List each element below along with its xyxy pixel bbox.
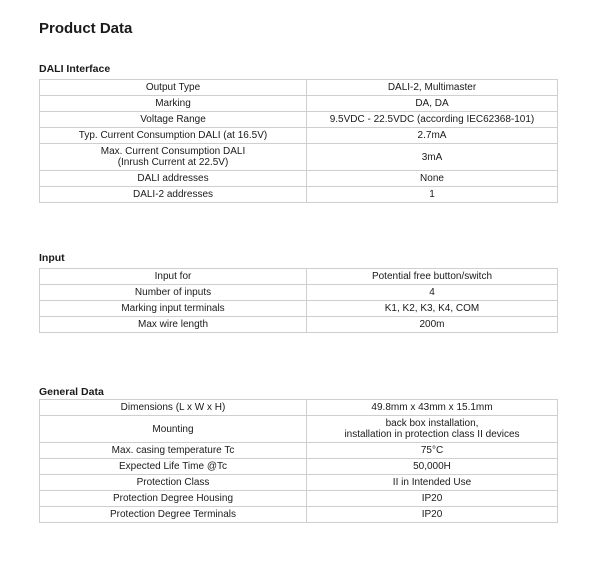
spec-label-line: Max. Current Consumption DALI — [100, 146, 246, 157]
spec-label: Marking — [40, 96, 307, 112]
spec-value: 1 — [307, 187, 558, 203]
spec-value: 9.5VDC - 22.5VDC (according IEC62368-101) — [307, 112, 558, 128]
spec-label: Mounting — [40, 416, 307, 443]
table-row — [40, 269, 558, 285]
spec-value: 2.7mA — [307, 128, 558, 144]
spec-label: Marking input terminals — [40, 301, 307, 317]
section-title-dali: DALI Interface — [39, 63, 111, 75]
spec-value: DA, DA — [307, 96, 558, 112]
dali-interface-table — [39, 79, 558, 203]
spec-value: II in Intended Use — [307, 475, 558, 491]
spec-label: Dimensions (L x W x H) — [40, 400, 307, 416]
spec-label: DALI addresses — [40, 171, 307, 187]
table-row — [40, 475, 558, 491]
spec-value: IP20 — [307, 507, 558, 523]
table-row — [40, 187, 558, 203]
spec-value-line: back box installation, — [385, 418, 479, 429]
spec-label: Protection Class — [40, 475, 307, 491]
table-row — [40, 144, 558, 171]
spec-value: IP20 — [307, 491, 558, 507]
spec-value: DALI-2, Multimaster — [307, 80, 558, 96]
spec-label: Voltage Range — [40, 112, 307, 128]
spec-value: 75°C — [307, 443, 558, 459]
table-row — [40, 96, 558, 112]
spec-value: 50,000H — [307, 459, 558, 475]
spec-label: DALI-2 addresses — [40, 187, 307, 203]
table-row — [40, 317, 558, 333]
page-title: Product Data — [39, 20, 133, 37]
spec-label-line: (Inrush Current at 22.5V) — [117, 157, 229, 168]
spec-value: Potential free button/switch — [307, 269, 558, 285]
table-row — [40, 443, 558, 459]
spec-label: Output Type — [40, 80, 307, 96]
table-row — [40, 128, 558, 144]
spec-value: K1, K2, K3, K4, COM — [307, 301, 558, 317]
spec-value: 200m — [307, 317, 558, 333]
table-row — [40, 507, 558, 523]
section-title-general: General Data — [39, 386, 104, 398]
spec-value: None — [307, 171, 558, 187]
table-row — [40, 400, 558, 416]
spec-label: Max wire length — [40, 317, 307, 333]
spec-value: 3mA — [307, 144, 558, 171]
spec-label: Protection Degree Housing — [40, 491, 307, 507]
spec-label: Max. casing temperature Tc — [40, 443, 307, 459]
spec-value: 4 — [307, 285, 558, 301]
table-row — [40, 112, 558, 128]
table-row — [40, 171, 558, 187]
spec-label: Protection Degree Terminals — [40, 507, 307, 523]
spec-value — [307, 416, 558, 443]
spec-label — [40, 144, 307, 171]
spec-label: Typ. Current Consumption DALI (at 16.5V) — [40, 128, 307, 144]
spec-label: Input for — [40, 269, 307, 285]
table-row — [40, 80, 558, 96]
spec-value: 49.8mm x 43mm x 15.1mm — [307, 400, 558, 416]
general-data-table — [39, 399, 558, 523]
spec-label: Number of inputs — [40, 285, 307, 301]
section-title-input: Input — [39, 252, 65, 264]
input-table — [39, 268, 558, 333]
table-row — [40, 301, 558, 317]
spec-label: Expected Life Time @Tc — [40, 459, 307, 475]
table-row — [40, 285, 558, 301]
spec-value-line: installation in protection class II devices — [344, 429, 520, 440]
table-row — [40, 491, 558, 507]
table-row — [40, 416, 558, 443]
table-row — [40, 459, 558, 475]
